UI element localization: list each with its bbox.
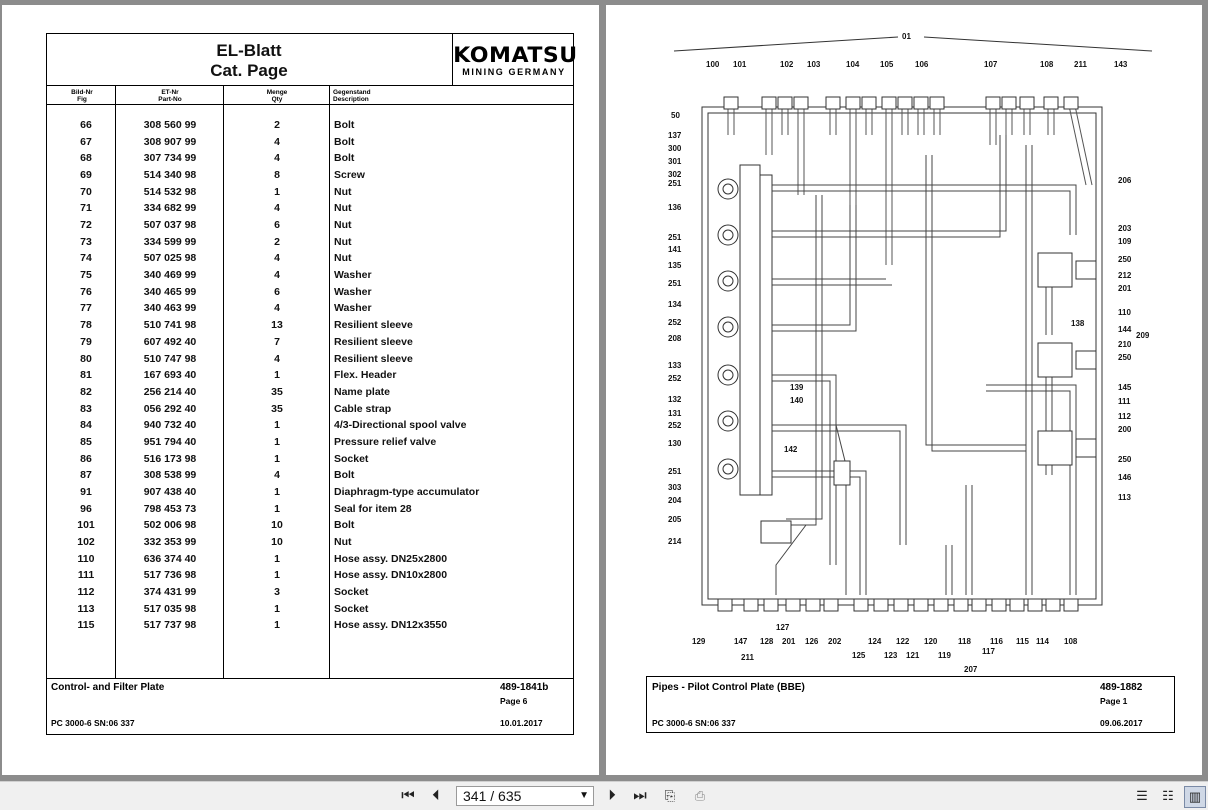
callout-label: 143 xyxy=(1114,60,1128,69)
callout-label: 130 xyxy=(668,439,682,448)
table-row xyxy=(2,469,599,485)
cell-desc: Hose assy. DN25x2800 xyxy=(334,552,448,565)
title-line-2: Cat. Page xyxy=(210,61,288,80)
callout-label: 128 xyxy=(760,637,774,646)
next-page-icon[interactable]: ⏵ xyxy=(608,787,616,804)
cell-part: 510 747 98 xyxy=(143,352,197,365)
cell-qty: 4 xyxy=(274,135,280,148)
callout-label: 118 xyxy=(958,637,971,646)
callout-label: 134 xyxy=(668,300,682,309)
page-indicator-text: 341 / 635 xyxy=(463,788,522,804)
cell-fig: 70 xyxy=(80,185,92,198)
cell-qty: 3 xyxy=(274,586,280,599)
cell-part: 332 353 99 xyxy=(143,536,197,548)
cell-fig: 115 xyxy=(77,619,95,632)
table-row xyxy=(2,152,599,168)
table-row xyxy=(2,403,599,419)
cell-desc: Socket xyxy=(334,602,369,615)
cell-desc: Nut xyxy=(334,185,352,198)
callout-label: 252 xyxy=(668,318,682,327)
cell-fig: 69 xyxy=(80,169,92,182)
callout-label: 252 xyxy=(668,374,682,383)
callout-label: 303 xyxy=(668,483,682,492)
column-header-part-no xyxy=(116,89,224,103)
cell-desc: Resilient sleeve xyxy=(334,352,413,365)
cell-qty: 1 xyxy=(274,569,280,582)
callout-label: 137 xyxy=(668,131,682,140)
callout-label: 252 xyxy=(668,421,682,430)
cell-fig: 113 xyxy=(77,602,95,615)
cell-qty: 6 xyxy=(274,219,280,232)
cell-part: 940 732 40 xyxy=(143,419,197,432)
callout-label: 114 xyxy=(1036,637,1049,646)
cell-desc: Nut xyxy=(334,252,352,265)
table-row xyxy=(2,302,599,318)
callout-label: 251 xyxy=(668,233,682,242)
callout-label: 129 xyxy=(692,637,706,646)
cell-part: 517 737 98 xyxy=(143,619,197,632)
callout-label: 106 xyxy=(915,60,929,69)
cell-qty: 4 xyxy=(274,269,280,282)
cell-desc: Washer xyxy=(334,302,372,315)
callout-label: 123 xyxy=(884,651,898,660)
callout-label: 117 xyxy=(982,647,995,656)
column-header-fig xyxy=(50,89,114,103)
col-qty-de: Menge xyxy=(266,89,288,96)
cell-fig: 74 xyxy=(80,252,92,265)
cell-part: 798 453 73 xyxy=(143,502,197,515)
right-footer-date: 09.06.2017 xyxy=(1100,718,1143,728)
two-page-view-icon[interactable]: ▥ xyxy=(1184,786,1206,808)
cell-desc: Hose assy. DN10x2800 xyxy=(334,569,448,582)
callout-label: 122 xyxy=(896,637,910,646)
cell-part: 516 173 98 xyxy=(143,452,197,465)
cell-part: 308 538 99 xyxy=(143,469,197,482)
callout-label: 138 xyxy=(1071,319,1085,328)
cell-desc: 4/3-Directional spool valve xyxy=(334,419,467,432)
callout-label: 121 xyxy=(906,651,920,660)
callout-label: 250 xyxy=(1118,255,1132,264)
callout-label: 205 xyxy=(668,515,682,524)
col-fig-de: Bild-Nr xyxy=(71,89,93,96)
callout-label: 250 xyxy=(1118,353,1132,362)
footer-doc-number: 489-1841b xyxy=(500,682,549,693)
table-row xyxy=(2,169,599,185)
right-footer-doc-number: 489-1882 xyxy=(1100,682,1143,693)
cell-qty: 4 xyxy=(274,152,280,165)
cell-desc: Cable strap xyxy=(334,402,392,415)
cell-part: 308 560 99 xyxy=(143,119,197,131)
cell-fig: 73 xyxy=(80,235,92,248)
cell-qty: 6 xyxy=(274,285,280,298)
callout-label: 251 xyxy=(668,179,682,188)
cell-part: 167 693 40 xyxy=(143,369,197,382)
cell-desc: Pressure relief valve xyxy=(334,435,437,448)
cell-qty: 1 xyxy=(274,185,280,198)
table-row xyxy=(2,553,599,569)
table-row xyxy=(2,453,599,469)
cell-desc: Bolt xyxy=(334,469,355,482)
callout-label: 145 xyxy=(1118,383,1132,392)
cell-fig: 76 xyxy=(80,285,92,298)
cell-qty: 13 xyxy=(271,319,283,332)
cell-part: 334 682 99 xyxy=(143,202,197,215)
table-row xyxy=(2,369,599,385)
cell-part: 056 292 40 xyxy=(143,402,197,415)
col-part-de: ET-Nr xyxy=(161,89,179,96)
table-row xyxy=(2,419,599,435)
table-row xyxy=(2,136,599,152)
cell-fig: 67 xyxy=(80,135,92,148)
footer-rule xyxy=(46,678,573,679)
column-header-rule xyxy=(46,104,573,105)
cell-desc: Diaphragm-type accumulator xyxy=(334,485,480,498)
callout-label: 107 xyxy=(984,60,998,69)
column-header-description xyxy=(333,89,433,103)
table-row xyxy=(2,269,599,285)
cell-part: 308 907 99 xyxy=(143,135,197,148)
footer-date: 10.01.2017 xyxy=(500,718,543,728)
cell-fig: 86 xyxy=(80,452,92,465)
col-desc-en: Description xyxy=(333,96,369,103)
callout-label: 200 xyxy=(1118,425,1132,434)
table-row xyxy=(2,519,599,535)
cell-qty: 4 xyxy=(274,252,280,265)
callout-label: 116 xyxy=(990,637,1003,646)
callout-label: 251 xyxy=(668,467,682,476)
callout-label: 201 xyxy=(1118,284,1132,293)
col-fig-en: Fig xyxy=(77,96,87,103)
callout-label: 108 xyxy=(1064,637,1078,646)
callout-label: 103 xyxy=(807,60,821,69)
cell-qty: 4 xyxy=(274,302,280,315)
callout-label: 50 xyxy=(671,111,680,120)
callout-label: 144 xyxy=(1118,325,1132,334)
cell-part: 517 035 98 xyxy=(143,602,197,615)
cell-part: 907 438 40 xyxy=(143,485,197,498)
cell-part: 334 599 99 xyxy=(143,235,197,248)
callout-label: 300 xyxy=(668,144,682,153)
callout-label: 112 xyxy=(1118,412,1131,421)
left-document-page xyxy=(2,5,599,775)
callout-label: 132 xyxy=(668,395,682,404)
callout-label: 108 xyxy=(1040,60,1054,69)
callout-label: 210 xyxy=(1118,340,1132,349)
cell-fig: 102 xyxy=(77,536,95,548)
cell-part: 510 741 98 xyxy=(143,319,197,332)
cell-desc: Bolt xyxy=(334,519,355,532)
cell-desc: Washer xyxy=(334,285,372,298)
cell-part: 514 340 98 xyxy=(143,169,197,182)
cell-fig: 87 xyxy=(80,469,92,482)
table-row xyxy=(2,219,599,235)
cell-desc: Name plate xyxy=(334,385,391,398)
column-header-qty xyxy=(224,89,330,103)
pdf-viewer-toolbar xyxy=(0,781,1208,810)
cell-qty: 35 xyxy=(271,402,283,415)
cell-qty: 4 xyxy=(274,202,280,215)
cell-fig: 110 xyxy=(77,552,95,565)
cell-qty: 1 xyxy=(274,452,280,465)
cell-desc: Washer xyxy=(334,269,372,282)
callout-label: 202 xyxy=(828,637,842,646)
callout-label: 131 xyxy=(668,409,682,418)
callout-label: 140 xyxy=(790,396,804,405)
cell-desc: Seal for item 28 xyxy=(334,502,412,515)
cell-fig: 75 xyxy=(80,269,92,282)
footer-page-number: Page 6 xyxy=(500,696,528,706)
cell-qty: 10 xyxy=(271,536,283,548)
cell-part: 256 214 40 xyxy=(143,385,197,398)
cell-qty: 1 xyxy=(274,502,280,515)
cell-fig: 96 xyxy=(80,502,92,515)
table-row xyxy=(2,336,599,352)
cell-qty: 2 xyxy=(274,235,280,248)
callout-label: 250 xyxy=(1118,455,1132,464)
copy-page-icon[interactable]: ⎘ xyxy=(664,788,676,803)
callout-label: 125 xyxy=(852,651,866,660)
callout-label: 206 xyxy=(1118,176,1132,185)
cell-qty: 8 xyxy=(274,169,280,182)
callout-label: 136 xyxy=(668,203,682,212)
title-line-1: EL-Blatt xyxy=(216,41,282,60)
cell-fig: 101 xyxy=(77,519,95,532)
callout-label: 204 xyxy=(668,496,682,505)
cell-qty: 1 xyxy=(274,485,280,498)
cell-part: 340 469 99 xyxy=(143,269,197,282)
cell-part: 507 025 98 xyxy=(143,252,197,265)
cell-desc: Hose assy. DN12x3550 xyxy=(334,619,448,632)
cell-fig: 84 xyxy=(80,419,92,432)
paste-page-icon[interactable]: ⎙ xyxy=(694,788,706,803)
callout-label: 212 xyxy=(1118,271,1132,280)
cell-desc: Bolt xyxy=(334,135,355,148)
cell-desc: Socket xyxy=(334,452,369,465)
col-part-en: Part-No xyxy=(158,96,182,103)
cell-fig: 85 xyxy=(80,435,92,448)
page-title xyxy=(46,41,452,81)
table-row xyxy=(2,202,599,218)
callout-label: 110 xyxy=(1118,308,1131,317)
cell-qty: 4 xyxy=(274,469,280,482)
cell-part: 307 734 99 xyxy=(143,152,197,165)
callout-label: 124 xyxy=(868,637,882,646)
callout-label: 142 xyxy=(784,445,798,454)
right-footer-description: Pipes - Pilot Control Plate (BBE) xyxy=(652,682,805,693)
cell-fig: 111 xyxy=(77,569,95,582)
table-row xyxy=(2,252,599,268)
callout-label: 214 xyxy=(668,537,682,546)
komatsu-logo xyxy=(453,43,578,77)
table-row xyxy=(2,386,599,402)
cell-desc: Nut xyxy=(334,235,352,248)
callout-label: 147 xyxy=(734,637,748,646)
cell-part: 340 465 99 xyxy=(143,285,197,298)
cell-fig: 82 xyxy=(80,385,92,398)
callout-label: 120 xyxy=(924,637,938,646)
table-row xyxy=(2,319,599,335)
cell-fig: 68 xyxy=(80,152,92,165)
single-page-view-icon[interactable]: ☰ xyxy=(1136,788,1148,803)
callout-label: 127 xyxy=(776,623,790,632)
cell-fig: 72 xyxy=(80,219,92,232)
right-footer-machine: PC 3000-6 SN:06 337 xyxy=(652,718,736,728)
callout-label: 109 xyxy=(1118,237,1132,246)
callout-label: 251 xyxy=(668,279,682,288)
cell-part: 340 463 99 xyxy=(143,302,197,315)
right-footer-page-number: Page 1 xyxy=(1100,696,1128,706)
callout-label: 01 xyxy=(902,32,911,41)
cell-part: 514 532 98 xyxy=(143,185,197,198)
cell-fig: 71 xyxy=(80,202,92,215)
cell-fig: 91 xyxy=(80,485,92,498)
cell-qty: 10 xyxy=(271,519,283,532)
col-desc-de: Gegenstand xyxy=(333,89,371,96)
callout-label: 201 xyxy=(782,637,796,646)
callout-label: 135 xyxy=(668,261,682,270)
callout-label: 209 xyxy=(1136,331,1150,340)
cell-part: 636 374 40 xyxy=(143,552,197,565)
cell-qty: 1 xyxy=(274,419,280,432)
callout-label: 113 xyxy=(1118,493,1131,502)
cell-desc: Flex. Header xyxy=(334,369,397,382)
cell-fig: 80 xyxy=(80,352,92,365)
cell-fig: 66 xyxy=(80,119,92,131)
logo-sub-text: MINING GERMANY xyxy=(462,67,566,77)
callout-label: 203 xyxy=(1118,224,1132,233)
callout-label: 141 xyxy=(668,245,682,254)
table-row xyxy=(2,119,599,135)
cell-qty: 1 xyxy=(274,369,280,382)
table-row xyxy=(2,236,599,252)
cell-part: 502 006 98 xyxy=(143,519,197,532)
cell-part: 517 736 98 xyxy=(143,569,197,582)
cell-qty: 1 xyxy=(274,552,280,565)
callout-label: 102 xyxy=(780,60,794,69)
table-row xyxy=(2,586,599,602)
cell-desc: Nut xyxy=(334,202,352,215)
callout-label: 105 xyxy=(880,60,894,69)
cell-qty: 1 xyxy=(274,602,280,615)
callout-label: 111 xyxy=(1118,397,1131,406)
cell-part: 374 431 99 xyxy=(143,586,197,599)
continuous-view-icon[interactable]: ☷ xyxy=(1162,788,1174,803)
chevron-down-icon[interactable]: ▼ xyxy=(579,790,589,801)
cell-qty: 7 xyxy=(274,335,280,348)
first-page-icon[interactable]: ⏮ xyxy=(401,787,415,804)
pilot-control-plate-drawing xyxy=(606,5,1202,665)
cell-desc: Bolt xyxy=(334,119,355,131)
col-qty-en: Qty xyxy=(271,96,283,103)
callout-label: 139 xyxy=(790,383,804,392)
header-divider xyxy=(46,85,573,86)
callout-label: 207 xyxy=(964,665,978,674)
callout-label: 211 xyxy=(1074,60,1087,69)
footer-machine: PC 3000-6 SN:06 337 xyxy=(51,718,135,728)
cell-desc: Socket xyxy=(334,586,369,599)
callout-label: 302 xyxy=(668,170,682,179)
cell-part: 951 794 40 xyxy=(143,435,197,448)
callout-label: 301 xyxy=(668,157,682,166)
cell-fig: 112 xyxy=(77,586,95,599)
table-row xyxy=(2,619,599,635)
callout-label: 101 xyxy=(733,60,747,69)
callout-label: 115 xyxy=(1016,637,1029,646)
cell-qty: 1 xyxy=(274,619,280,632)
table-row xyxy=(2,186,599,202)
cell-fig: 81 xyxy=(80,369,92,382)
callout-label: 119 xyxy=(938,651,951,660)
callout-label: 133 xyxy=(668,361,682,370)
page-number-input[interactable] xyxy=(456,786,594,806)
table-row xyxy=(2,503,599,519)
cell-part: 507 037 98 xyxy=(143,219,197,232)
callout-label: 126 xyxy=(805,637,819,646)
table-row xyxy=(2,536,599,552)
logo-main-text: KOMATSU xyxy=(453,43,578,67)
cell-desc: Resilient sleeve xyxy=(334,335,413,348)
cell-desc: Resilient sleeve xyxy=(334,319,413,332)
callout-label: 100 xyxy=(706,60,720,69)
cell-desc: Bolt xyxy=(334,152,355,165)
table-row xyxy=(2,486,599,502)
callout-label: 211 xyxy=(741,653,754,662)
cell-fig: 83 xyxy=(80,402,92,415)
table-row xyxy=(2,603,599,619)
cell-qty: 35 xyxy=(271,385,283,398)
cell-qty: 2 xyxy=(274,119,280,131)
table-row xyxy=(2,569,599,585)
cell-fig: 79 xyxy=(80,335,92,348)
footer-description: Control- and Filter Plate xyxy=(51,682,165,693)
callout-label: 146 xyxy=(1118,473,1132,482)
callout-label: 208 xyxy=(668,334,682,343)
table-row xyxy=(2,286,599,302)
cell-desc: Screw xyxy=(334,169,365,182)
cell-qty: 4 xyxy=(274,352,280,365)
previous-page-icon[interactable]: ⏴ xyxy=(432,787,440,804)
table-row xyxy=(2,353,599,369)
table-row xyxy=(2,436,599,452)
cell-part: 607 492 40 xyxy=(143,335,197,348)
last-page-icon[interactable]: ⏭ xyxy=(633,787,647,804)
cell-fig: 77 xyxy=(80,302,92,315)
right-document-page xyxy=(606,5,1202,775)
cell-desc: Nut xyxy=(334,219,352,232)
cell-fig: 78 xyxy=(80,319,92,332)
cell-qty: 1 xyxy=(274,435,280,448)
callout-label: 104 xyxy=(846,60,860,69)
cell-desc: Nut xyxy=(334,536,352,548)
